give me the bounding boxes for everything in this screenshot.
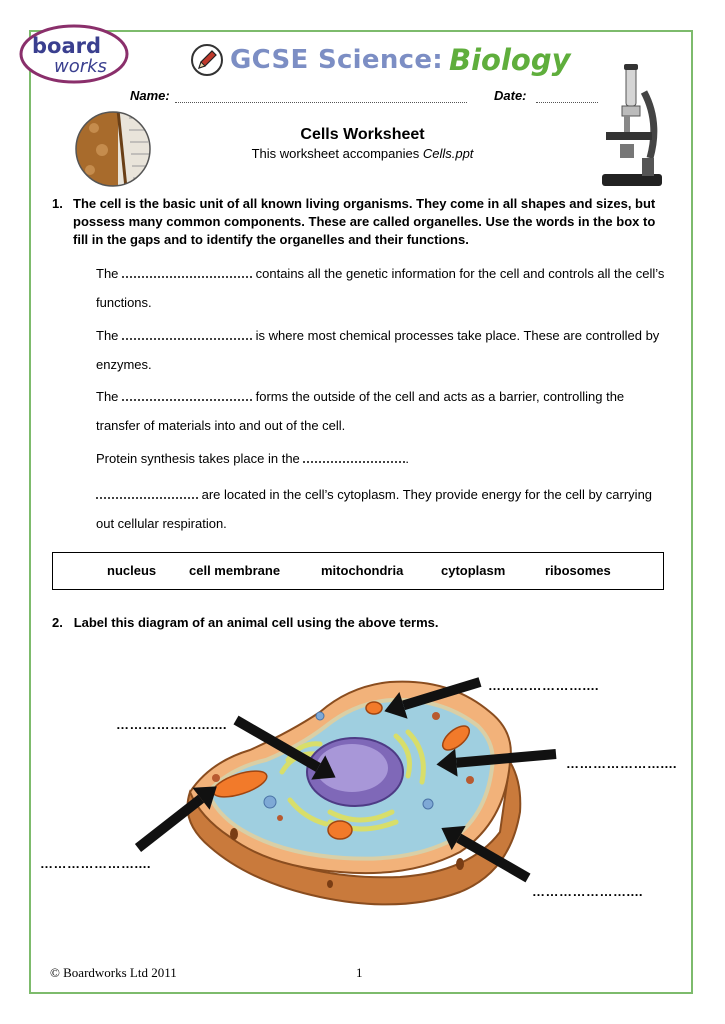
arrow-right — [435, 740, 557, 778]
word-nucleus: nucleus — [107, 563, 157, 578]
worksheet-title: Cells Worksheet — [300, 126, 425, 143]
diagram-label-5[interactable]: ………………….... — [532, 884, 643, 899]
word-cytoplasm: cytoplasm — [441, 563, 506, 578]
question-1-number: 1. — [52, 196, 63, 211]
copyright: © Boardworks Ltd 2011 — [50, 965, 177, 980]
name-label: Name: — [130, 88, 170, 103]
diagram-label-2[interactable]: ………………….... — [116, 717, 227, 732]
sentence-3: The forms the outside of the cell and acts as a barrier, controlling the transfer of materials into and out of the cell. — [96, 382, 671, 440]
word-mitochondria: mitochondria — [321, 563, 404, 578]
word-cell-membrane: cell membrane — [189, 563, 281, 578]
course-title: GCSE Science: — [230, 45, 443, 75]
question-2-number: 2. — [52, 615, 63, 630]
sentence-5: are located in the cell’s cytoplasm. They provide energy for the cell by carrying out cellular respiration. — [96, 480, 671, 538]
arrow-upper-left — [229, 708, 343, 790]
worksheet-subtitle: This worksheet accompanies Cells.ppt — [251, 146, 474, 161]
page-number: 1 — [356, 965, 363, 980]
svg-text:board: board — [32, 34, 102, 58]
sentence-4: Protein synthesis takes place in the . — [96, 444, 671, 473]
question-2-text: Label this diagram of an animal cell using the above terms. — [73, 615, 439, 630]
question-1-text: The cell is the basic unit of all known living organisms. They come in all shapes and sizes, but possess many common components. These are called organelles. Use the words in the box to fill in the gaps and to identify the organelles and their functions. — [73, 196, 656, 247]
sentence-2: The is where most chemical processes take place. These are controlled by enzymes. — [96, 321, 671, 379]
diagram-label-3[interactable]: ………………….... — [566, 756, 677, 771]
diagram-label-1[interactable]: ………………….... — [488, 678, 599, 693]
arrow-top-right — [380, 669, 484, 725]
svg-text:works: works — [54, 56, 107, 77]
subject-title: Biology — [448, 43, 571, 77]
arrow-bottom-right — [434, 816, 535, 890]
date-label: Date: — [494, 88, 527, 103]
arrow-lower-left — [129, 775, 225, 859]
diagram-label-4[interactable]: ………………….... — [40, 856, 151, 871]
word-ribosomes: ribosomes — [545, 563, 611, 578]
sentence-1: The contains all the genetic information for the cell and controls all the cell’s functions. — [96, 259, 671, 317]
